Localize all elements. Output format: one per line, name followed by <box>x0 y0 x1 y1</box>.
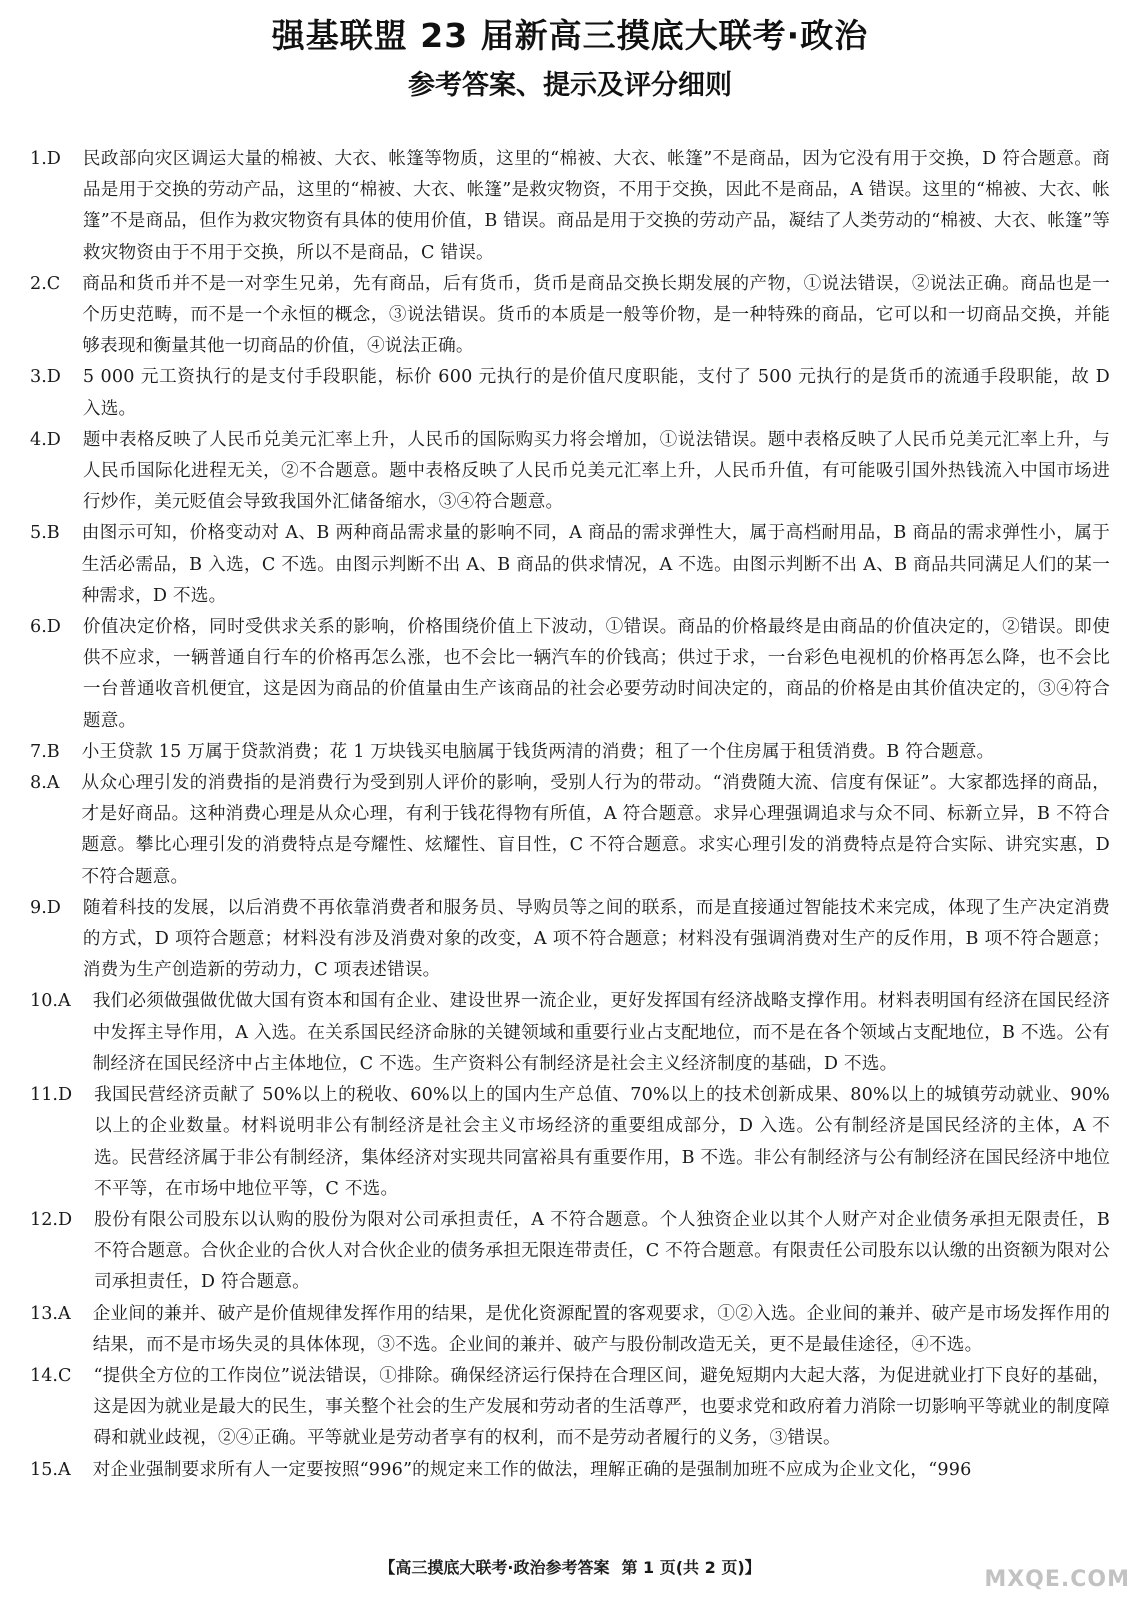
answer-number <box>30 1080 94 1205</box>
question-number: 12. <box>30 1209 58 1230</box>
answer-explanation: 5 000 元工资执行的是支付手段职能，标价 600 元执行的是价值尺度职能，支付了 500 元执行的是货币的流通手段职能，故 D 入选。 <box>82 367 1110 419</box>
answer-choice: A <box>46 773 60 794</box>
question-number: 1. <box>30 149 47 169</box>
answer-explanation: 我国民营经济贡献了 50%以上的税收、60%以上的国内生产总值、70%以上的技术创新成果、80%以上的城镇劳动就业、90%以上的企业数量。材料说明非公有制经济是社会主义市场经济的重要组成部分，D 入选。公有制经济是国民经济的主体，A 不选。民营经济属于非公有制经济，集体经济对实现共同富裕具有重要作用，B 不选。非公有制经济与公有制经济在国民经济中地位不平等，在市场中地位平等，C 不选。 <box>94 1085 1110 1199</box>
footer-exam-label: 【高三摸底大联考·政治参考答案 <box>379 1558 610 1577</box>
question-number: 9. <box>30 897 47 918</box>
answer-list <box>30 144 1110 1486</box>
answer-item <box>30 893 1110 987</box>
answer-explanation: 商品和货币并不是一对孪生兄弟，先有商品，后有货币，货币是商品交换长期发展的产物，①说法错误，②说法正确。商品也是一个历史范畴，而不是一个永恒的概念，③说法错误。货币的本质是一般等价物，是一种特殊的商品，它可以和一切商品交换，并能够表现和衡量其他一切商品的价值，④说法正确。 <box>82 273 1110 357</box>
answer-choice: D <box>46 149 61 169</box>
answer-choice: D <box>46 367 61 388</box>
answer-number <box>30 362 83 424</box>
answer-item <box>30 425 1110 519</box>
answer-item <box>30 1299 1110 1361</box>
answer-choice: C <box>57 1365 72 1386</box>
answer-choice: D <box>46 617 61 638</box>
question-number: 5. <box>30 523 47 544</box>
question-number: 6. <box>30 617 47 638</box>
answer-item <box>30 1205 1110 1299</box>
page-subtitle: 参考答案、提示及评分细则 <box>408 70 732 101</box>
page-title: 强基联盟 23 届新高三摸底大联考·政治 <box>271 16 869 55</box>
answer-explanation: 价值决定价格，同时受供求关系的影响，价格围绕价值上下波动，①错误。商品的价格最终是由商品的价值决定的，②错误。即使供不应求，一辆普通自行车的价格再怎么涨，也不会比一辆汽车的价钱高；供过于求，一台彩色电视机的价格再怎么降，也不会比一台普通收音机便宜，这是因为商品的价值量由生产该商品的社会必要劳动时间决定的，商品的价格是由其价值决定的，③④符合题意。 <box>82 617 1110 731</box>
question-number: 2. <box>30 273 47 294</box>
answer-item <box>30 362 1110 424</box>
answer-explanation: “提供全方位的工作岗位”说法错误，①排除。确保经济运行保持在合理区间，避免短期内大起大落，为促进就业打下良好的基础，这是因为就业是最大的民生，事关整个社会的生产发展和劳动者的生活尊严，也要求党和政府着力消除一切影响平等就业的制度障碍和就业歧视，②④正确。平等就业是劳动者享有的权利，而不是劳动者履行的义务，③错误。 <box>93 1365 1110 1449</box>
answer-choice: D <box>46 429 61 450</box>
answer-choice: A <box>57 991 71 1012</box>
answer-explanation: 从众心理引发的消费指的是消费行为受到别人评价的影响，受别人行为的带动。“消费随大流、信度有保证”。大家都选择的商品，才是好商品。这种消费心理是从众心理，有利于钱花得物有所值，A 符合题意。求异心理强调追求与众不同、标新立异，B 不符合题意。攀比心理引发的消费特点是夸耀性、炫耀性、盲目性，C 不符合题意。求实心理引发的消费特点是符合实际、讲究实惠，D 不符合题意。 <box>81 773 1110 887</box>
answer-number <box>30 1299 93 1361</box>
answer-explanation: 随着科技的发展，以后消费不再依靠消费者和服务员、导购员等之间的联系，而是直接通过智能技术来完成，体现了生产决定消费的方式，D 项符合题意；材料没有涉及消费对象的改变，A 项不符合题意；材料没有强调消费对生产的反作用，B 项不符合题意；消费为生产创造新的劳动力，C 项表述错误。 <box>82 897 1110 981</box>
answer-number <box>30 518 82 612</box>
answer-item <box>30 986 1110 1080</box>
answer-explanation: 我们必须做强做优做大国有资本和国有企业、建设世界一流企业，更好发挥国有经济战略支撑作用。材料表明国有经济在国民经济中发挥主导作用，A 入选。在关系国民经济命脉的关键领域和重要行业占支配地位，而不是在各个领域占支配地位，B 不选。公有制经济在国民经济中占主体地位，C 不选。生产资料公有制经济是社会主义经济制度的基础，D 不选。 <box>92 991 1110 1074</box>
answer-item <box>30 1080 1110 1205</box>
answer-number <box>30 269 82 363</box>
answer-choice: C <box>46 273 61 294</box>
question-number: 3. <box>30 367 47 388</box>
answer-number <box>30 1205 94 1299</box>
answer-item <box>30 612 1110 737</box>
answer-item <box>30 269 1110 363</box>
answer-item <box>30 768 1110 893</box>
answer-explanation: 民政部向灾区调运大量的棉被、大衣、帐篷等物质，这里的“棉被、大衣、帐篷”不是商品，因为它没有用于交换，D 符合题意。商品是用于交换的劳动产品，这里的“棉被、大衣、帐篷”是救灾物资，不用于交换，因此不是商品，A 错误。这里的“棉被、大衣、帐篷”不是商品，但作为救灾物资有具体的使用价值，B 错误。商品是用于交换的劳动产品，凝结了人类劳动的“棉被、大衣、帐篷”等救灾物资由于不用于交换，所以不是商品，C 错误。 <box>82 149 1110 263</box>
answer-explanation: 题中表格反映了人民币兑美元汇率上升，人民币的国际购买力将会增加，①说法错误。题中表格反映了人民币兑美元汇率上升，与人民币国际化进程无关，②不合题意。题中表格反映了人民币兑美元汇率上升，人民币升值，有可能吸引国外热钱流入中国市场进行炒作，美元贬值会导致我国外汇储备缩水，③④符合题意。 <box>82 429 1110 513</box>
answer-explanation: 对企业强制要求所有人一定要按照“996”的规定来工作的做法，理解正确的是强制加班不应成为企业文化，“996 <box>92 1459 972 1480</box>
answer-explanation: 企业间的兼并、破产是价值规律发挥作用的结果，是优化资源配置的客观要求，①②入选。企业间的兼并、破产是市场发挥作用的结果，而不是市场失灵的具体体现，③不选。企业间的兼并、破产与股份制改造无关，更不是最佳途径，④不选。 <box>92 1303 1110 1355</box>
question-number: 8. <box>30 773 47 794</box>
answer-number <box>30 144 83 269</box>
answer-number <box>30 768 82 893</box>
answer-choice: A <box>57 1303 71 1324</box>
page-footer <box>0 1555 1140 1581</box>
question-number: 11. <box>30 1085 58 1106</box>
answer-item <box>30 1361 1110 1455</box>
answer-item <box>30 518 1110 612</box>
answer-choice: D <box>46 897 61 918</box>
answer-item <box>30 1455 1110 1486</box>
question-number: 4. <box>30 429 47 450</box>
answer-number <box>30 893 83 987</box>
answer-explanation: 小王贷款 15 万属于贷款消费；花 1 万块钱买电脑属于钱货两清的消费；租了一个住房属于租赁消费。B 符合题意。 <box>81 741 995 762</box>
answer-number <box>30 1455 93 1486</box>
answer-choice: D <box>57 1085 73 1106</box>
answer-number <box>30 737 82 768</box>
answer-choice: A <box>57 1459 71 1480</box>
footer-page-label: 第 1 页(共 2 页)】 <box>621 1558 761 1577</box>
watermark-logo: MXQE.COM <box>984 1567 1130 1592</box>
question-number: 14. <box>30 1365 58 1386</box>
answer-explanation: 由图示可知，价格变动对 A、B 两种商品需求量的影响不同，A 商品的需求弹性大，属于高档耐用品，B 商品的需求弹性小，属于生活必需品，B 入选，C 不选。由图示判断不出 A、B 商品的供求情况，A 不选。由图示判断不出 A、B 商品共同满足人们的某一种需求，D 不选。 <box>81 523 1110 606</box>
question-number: 13. <box>30 1303 58 1324</box>
answer-item <box>30 144 1110 269</box>
answer-choice: D <box>57 1209 73 1230</box>
answer-number <box>30 986 93 1080</box>
answer-explanation: 股份有限公司股东以认购的股份为限对公司承担责任，A 不符合题意。个人独资企业以其个人财产对企业债务承担无限责任，B 不符合题意。合伙企业的合伙人对合伙企业的债务承担无限连带责任，C 不符合题意。有限责任公司股东以认缴的出资额为限对公司承担责任，D 符合题意。 <box>94 1209 1111 1293</box>
question-number: 10. <box>30 991 58 1012</box>
answer-number <box>30 612 83 737</box>
answer-number <box>30 425 83 519</box>
answer-choice: B <box>46 523 60 544</box>
answer-number <box>30 1361 93 1455</box>
question-number: 15. <box>30 1459 58 1480</box>
answer-item <box>30 737 1110 768</box>
answer-choice: B <box>46 741 60 762</box>
question-number: 7. <box>30 741 47 762</box>
